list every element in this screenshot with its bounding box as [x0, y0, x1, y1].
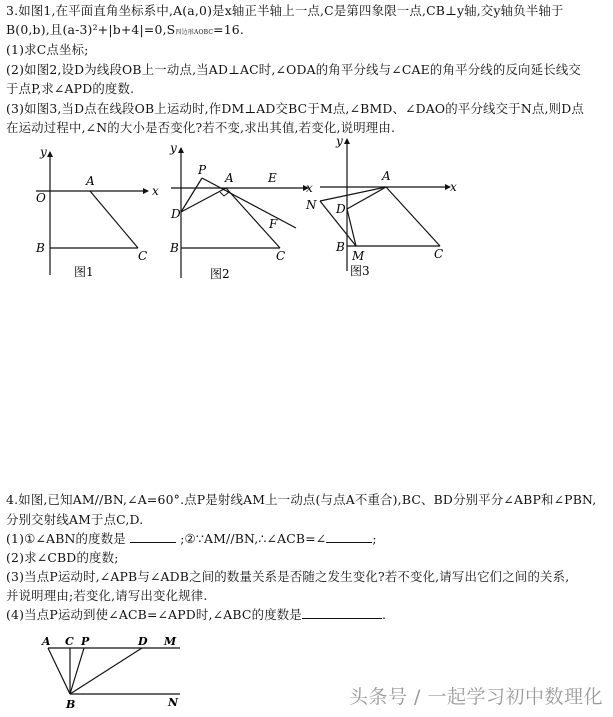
- figure-2: [168, 140, 318, 290]
- q4-label-c: C: [65, 635, 74, 648]
- q4-segment-db: [70, 648, 142, 694]
- fig2-right-angle-mark: [220, 192, 229, 196]
- q4-label-a: A: [42, 635, 51, 648]
- fig3-label-c: C: [434, 247, 444, 261]
- q4-l3-text-a: (1)①∠ABN的度数是: [6, 531, 126, 546]
- q3-part2-line1: (2)如图2,设D为线段OB上一动点,当AD⊥AC时,∠ODA的角平分线与∠CAE的角平分线的反向延长线交: [6, 62, 582, 77]
- q4-answer-blank-acb[interactable]: [326, 531, 372, 543]
- fig1-label-y: y: [40, 145, 47, 159]
- q4-answer-blank-abn[interactable]: [130, 531, 176, 543]
- q4-l3-text-b: ;②∵AM//BN,∴∠ACB=∠: [180, 531, 327, 546]
- q4-l3-text-c: ;: [372, 531, 377, 546]
- q3-part1: (1)求C点坐标;: [6, 42, 89, 57]
- fig2-label-c: C: [276, 249, 286, 263]
- q3-line2-main: B(0,b),且(a-3)²+|b+4|=0,S: [6, 22, 176, 37]
- fig1-caption: 图1: [74, 265, 94, 279]
- watermark: 头条号 / 一起学习初中数理化: [349, 686, 603, 708]
- q4-label-p: P: [81, 635, 90, 648]
- fig2-label-y: y: [170, 141, 177, 155]
- q4-line4: (2)求∠CBD的度数;: [6, 550, 119, 565]
- q4-line5: (3)当点P运动时,∠APB与∠ADB之间的数量关系是否随之发生变化?若不变化,请写出它们之间的关系,: [6, 569, 570, 584]
- fig3-label-b: B: [336, 240, 345, 254]
- q4-l7-text-b: .: [381, 607, 387, 622]
- fig3-label-m: M: [352, 249, 365, 263]
- q4-label-d: D: [138, 635, 148, 648]
- fig1-label-x: x: [152, 184, 159, 198]
- q4-label-n: N: [168, 696, 179, 709]
- fig1-segment-ac: [90, 191, 138, 248]
- fig1-label-a: A: [86, 174, 95, 188]
- fig3-segment-ac: [386, 187, 440, 246]
- fig1-label-b: B: [36, 241, 45, 255]
- q3-part2-line2: 于点P,求∠APD的度数.: [6, 81, 135, 96]
- fig2-label-b: B: [170, 241, 179, 255]
- q4-line3: [6, 531, 377, 547]
- q3-part3-line2: 在运动过程中,∠N的大小是否变化?若不变,求出其值,若变化,说明理由.: [6, 120, 396, 135]
- fig3-segment-da: [347, 187, 386, 209]
- fig2-caption: 图2: [210, 267, 230, 281]
- q3-line2-tail: =16.: [213, 22, 245, 37]
- fig2-label-e: E: [268, 171, 277, 185]
- fig3-label-a: A: [382, 169, 391, 183]
- fig3-caption: 图3: [350, 264, 370, 278]
- q4-answer-blank-abc[interactable]: [302, 607, 382, 619]
- fig3-label-n: N: [306, 198, 317, 212]
- q4-line7: [6, 607, 386, 623]
- fig3-label-x: x: [450, 180, 457, 194]
- fig3-label-d: D: [336, 202, 346, 216]
- q4-line1: 4.如图,已知AM//BN,∠A=60°.点P是射线AM上一动点(与点A不重合),BC、BD分别平分∠ABP和∠PBN,: [6, 492, 597, 507]
- figure-1: [28, 140, 168, 290]
- q4-label-b: B: [66, 698, 76, 711]
- q4-line6: 并说明理由;若变化,请写出变化规律.: [6, 588, 208, 603]
- q4-l7-text-a: (4)当点P运动到使∠ACB=∠APD时,∠ABC的度数是: [6, 607, 302, 622]
- q3-line1: 3.如图1,在平面直角坐标系中,A(a,0)是x轴正半轴上一点,C是第四象限一点,CB⊥y轴,交y轴负半轴于: [6, 3, 564, 18]
- q3-part3-line1: (3)如图3,当D点在线段OB上运动时,作DM⊥AD交BC于M点,∠BMD、∠DAO的平分线交于N点,则D点: [6, 101, 584, 116]
- q3-line2-sub: 四边形AOBC: [175, 29, 214, 36]
- figure-3: [300, 133, 460, 283]
- fig2-label-p: P: [198, 163, 207, 177]
- figure-q4: [40, 634, 190, 714]
- fig2-label-x: x: [306, 181, 313, 195]
- q4-segment-ab: [48, 648, 70, 694]
- fig2-label-d: D: [171, 207, 181, 221]
- fig3-segment-na: [320, 187, 386, 201]
- q4-line2: 分别交射线AM于点C,D.: [6, 512, 144, 527]
- q4-label-m: M: [164, 635, 177, 648]
- fig3-label-y: y: [336, 134, 343, 148]
- fig1-label-c: C: [138, 249, 148, 263]
- fig2-label-a: A: [225, 171, 234, 185]
- fig2-label-f: F: [269, 217, 278, 231]
- fig1-label-o: O: [36, 191, 46, 205]
- q3-line2: [6, 22, 244, 41]
- fig2-segment-pf: [202, 178, 296, 228]
